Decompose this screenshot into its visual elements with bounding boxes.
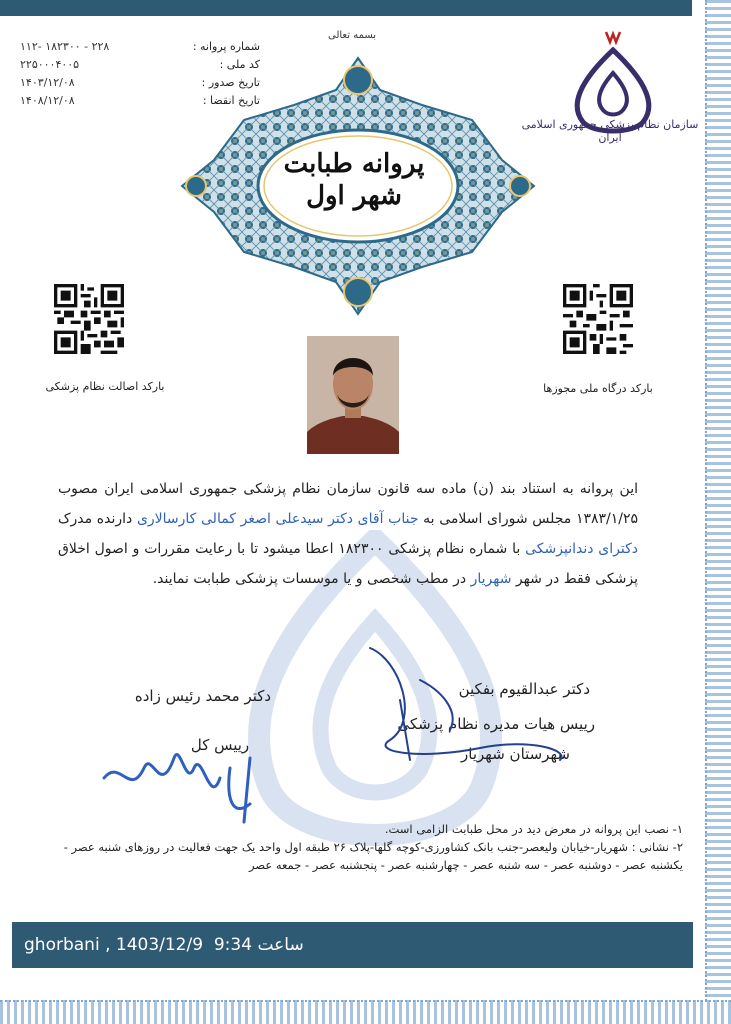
signatory-right-title-2: شهرستان شهریار — [461, 745, 570, 763]
org-name: سازمان نظام پزشکی جمهوری اسلامی ایران — [521, 118, 699, 144]
signatory-right-name: دکتر عبدالقیوم بفکین — [458, 680, 590, 698]
signatory-right-title: رییس هیات مدیره نظام پزشکی — [397, 715, 595, 733]
note-2-address: ۲- نشانی : شهریار-خیابان ولیعصر-جنب بانک کشاورزی-کوچه گلها-پلاک ۲۶ طبقه اول واحد یک جهت فعالیت در روزهای شنبه عصر - یکشنبه عصر - دوشنبه عصر - سه شنبه عصر - چهارشنبه عصر - پنجشنبه عصر - جمعه عصر — [63, 840, 683, 872]
title-line-1: پروانه طبابت — [283, 149, 425, 179]
title-line-2: شهر اول — [306, 181, 402, 211]
license-number: ۱۱۲- ۱۸۲۳۰۰ - ۲۲۸ — [20, 40, 110, 53]
body-text-part: دارنده مدرک — [58, 511, 133, 527]
issue-date: ۱۴۰۳/۱۲/۰۸ — [20, 76, 75, 89]
qr-right-label: بارکد درگاه ملی مجوزها — [543, 382, 653, 395]
top-banner — [0, 0, 692, 16]
body-text-part: این پروانه به استناد بند (ن) ماده سه قانون سازمان نظام پزشکی جمهوری اسلامی ایران مصوب ۱۳۸۳/۱/۲۵ مجلس شورای اسلامی به — [58, 481, 639, 527]
meta-label: تاریخ صدور : — [201, 76, 260, 89]
qr-code-icon — [54, 284, 124, 354]
expiry-date: ۱۴۰۸/۱۲/۰۸ — [20, 94, 75, 107]
decorative-bottom-border — [0, 1000, 731, 1024]
decorative-right-border — [705, 0, 731, 1024]
notes — [38, 820, 683, 874]
footer-timestamp: ghorbani , 1403/12/9 9:34 ساعت — [24, 935, 304, 955]
qr-left-label: بارکد اصالت نظام پزشکی — [45, 380, 165, 393]
meta-label: شماره پروانه : — [192, 40, 260, 53]
signature-left — [100, 728, 270, 828]
qr-code-icon — [563, 284, 633, 354]
license-city: شهریار — [470, 571, 512, 587]
footer-banner — [12, 922, 693, 968]
signatory-left-title: رییس کل — [190, 736, 250, 754]
body-text-part: در مطب شخصی و یا موسسات پزشکی طبابت نمایند. — [152, 571, 467, 587]
basmala: بسمه تعالی — [328, 30, 377, 41]
holder-photo — [307, 336, 399, 454]
national-code: ۲۲۵۰۰۰۴۰۰۵ — [20, 58, 80, 71]
meta-label: کد ملی : — [219, 58, 260, 71]
license-title — [268, 148, 440, 212]
holder-degree: دکترای دندانپزشکی — [525, 541, 639, 557]
meta-label: تاریخ انقضا : — [202, 94, 260, 107]
signature-right — [360, 640, 580, 770]
signatory-left-name: دکتر محمد رئیس زاده — [134, 687, 272, 705]
body-text-part: با شماره نظام پزشکی ۱۸۲۳۰۰ اعطا میشود تا با رعایت مقررات و اصول اخلاق پزشکی فقط در شهر — [58, 541, 638, 587]
license-body — [58, 474, 638, 594]
note-1: ۱- نصب این پروانه در معرض دید در محل طبابت الزامی است. — [384, 822, 683, 836]
holder-name: جناب آقای دکتر سیدعلی اصغر کمالی کارسالاری — [136, 511, 419, 527]
